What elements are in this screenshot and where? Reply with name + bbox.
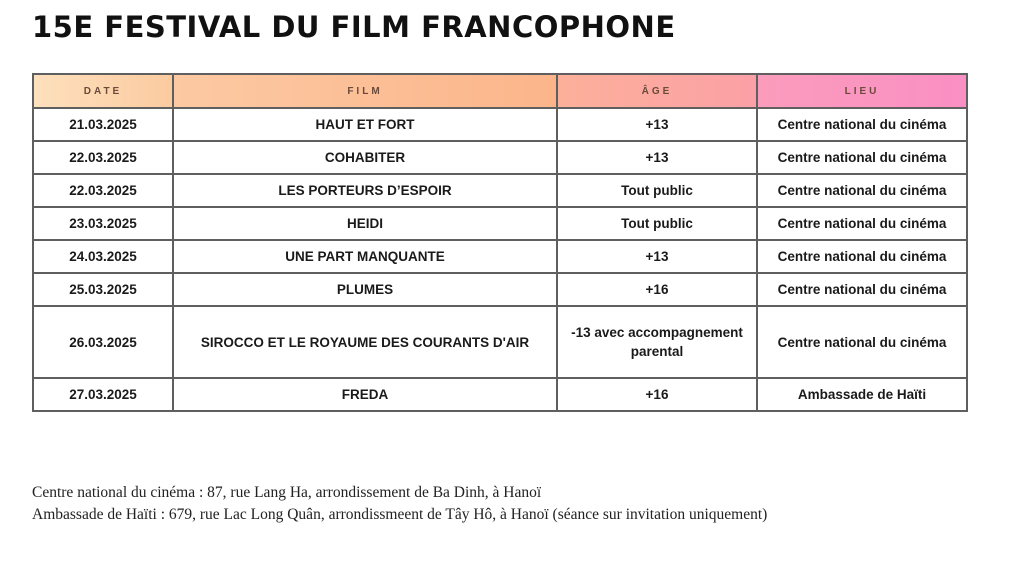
page-title: 15E FESTIVAL DU FILM FRANCOPHONE [32, 10, 676, 44]
cell-film: LES PORTEURS D’ESPOIR [173, 174, 557, 207]
cell-age: +13 [557, 240, 757, 273]
cell-film: COHABITER [173, 141, 557, 174]
cell-lieu: Centre national du cinéma [757, 306, 967, 378]
table-header-row [33, 74, 967, 108]
cell-date: 24.03.2025 [33, 240, 173, 273]
cell-lieu: Centre national du cinéma [757, 240, 967, 273]
column-header-lieu: LIEU [757, 74, 967, 108]
cell-film: PLUMES [173, 273, 557, 306]
cell-date: 25.03.2025 [33, 273, 173, 306]
cell-age: +16 [557, 273, 757, 306]
cell-age: +16 [557, 378, 757, 411]
cell-age: -13 avec accompagnement parental [557, 306, 757, 378]
cell-film: UNE PART MANQUANTE [173, 240, 557, 273]
column-header-age: ÂGE [557, 74, 757, 108]
column-header-film: FILM [173, 74, 557, 108]
cell-film: HAUT ET FORT [173, 108, 557, 141]
cell-lieu: Ambassade de Haïti [757, 378, 967, 411]
table-row [33, 378, 967, 411]
cell-lieu: Centre national du cinéma [757, 207, 967, 240]
table-row [33, 306, 967, 378]
footnote-centre-national: Centre national du cinéma : 87, rue Lang Ha, arrondissement de Ba Dinh, à Hanoï [32, 484, 542, 501]
screening-schedule-table [32, 73, 968, 412]
table-row [33, 240, 967, 273]
table-row [33, 273, 967, 306]
table-row [33, 207, 967, 240]
cell-age: Tout public [557, 174, 757, 207]
table-row [33, 108, 967, 141]
cell-date: 27.03.2025 [33, 378, 173, 411]
footnote-ambassade-haiti: Ambassade de Haïti : 679, rue Lac Long Quân, arrondissmeent de Tây Hô, à Hanoï (séance sur invitation uniquement) [32, 506, 768, 523]
cell-date: 21.03.2025 [33, 108, 173, 141]
column-header-date: DATE [33, 74, 173, 108]
cell-film: HEIDI [173, 207, 557, 240]
cell-film: FREDA [173, 378, 557, 411]
cell-film: SIROCCO ET LE ROYAUME DES COURANTS D'AIR [173, 306, 557, 378]
table-row [33, 174, 967, 207]
cell-age: +13 [557, 141, 757, 174]
cell-age: +13 [557, 108, 757, 141]
venue-footnotes [32, 482, 767, 526]
cell-date: 22.03.2025 [33, 141, 173, 174]
cell-date: 22.03.2025 [33, 174, 173, 207]
cell-lieu: Centre national du cinéma [757, 108, 967, 141]
cell-age: Tout public [557, 207, 757, 240]
cell-lieu: Centre national du cinéma [757, 273, 967, 306]
table-row [33, 141, 967, 174]
cell-lieu: Centre national du cinéma [757, 141, 967, 174]
cell-date: 23.03.2025 [33, 207, 173, 240]
cell-date: 26.03.2025 [33, 306, 173, 378]
cell-lieu: Centre national du cinéma [757, 174, 967, 207]
